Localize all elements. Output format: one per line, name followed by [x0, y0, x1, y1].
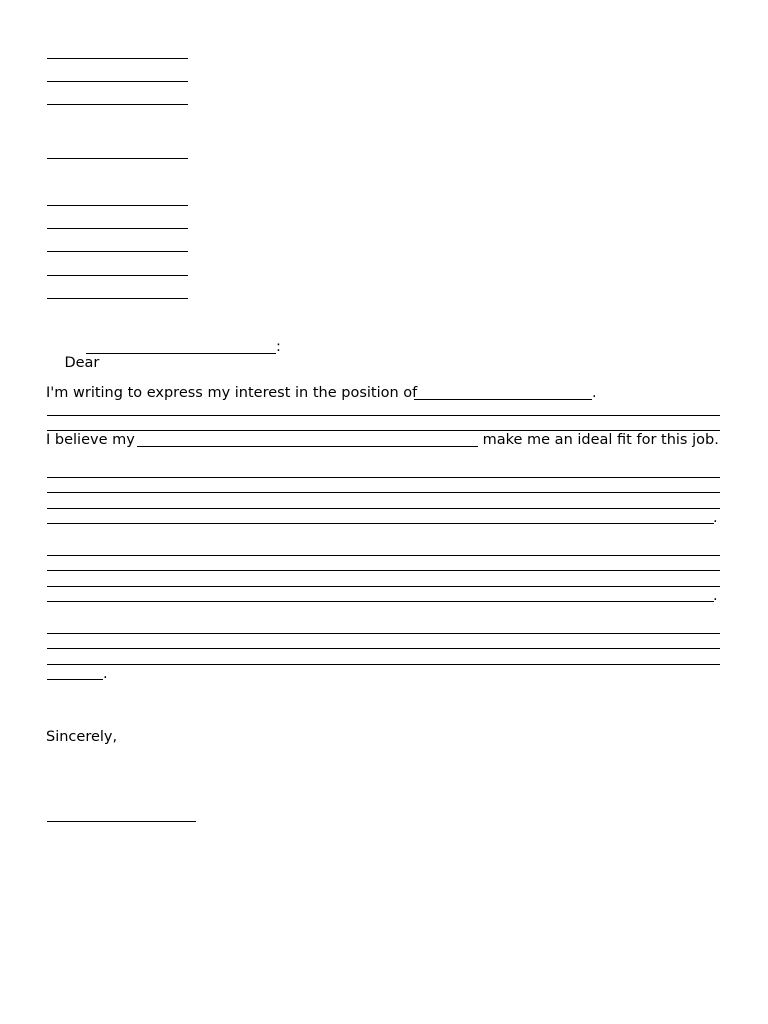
- paragraph4-line-4: [47, 679, 103, 680]
- salutation-prefix: Dear: [64, 355, 104, 371]
- recipient-line-4: [47, 275, 188, 276]
- closing: Sincerely,: [46, 729, 118, 745]
- salutation-colon: :: [276, 339, 281, 355]
- salutation: [46, 339, 104, 387]
- recipient-line-3: [47, 251, 188, 252]
- paragraph2-line-3: [47, 508, 720, 509]
- paragraph1-line-1: [47, 415, 720, 416]
- paragraph4-line-3: [47, 664, 720, 665]
- paragraph2-line-2: [47, 492, 720, 493]
- paragraph2-line-1: [47, 477, 720, 478]
- sender-line-1: [47, 58, 188, 59]
- paragraph3-period: .: [713, 588, 718, 604]
- intro-text: I'm writing to express my interest in the position of: [46, 385, 422, 401]
- recipient-line-2: [47, 228, 188, 229]
- paragraph4-line-2: [47, 648, 720, 649]
- signature-line: [47, 821, 196, 822]
- paragraph4-period: .: [103, 666, 108, 682]
- recipient-name-blank: [86, 353, 276, 354]
- paragraph3-line-3: [47, 586, 720, 587]
- recipient-line-1: [47, 205, 188, 206]
- paragraph1-line-2: [47, 430, 720, 431]
- paragraph4-line-1: [47, 633, 720, 634]
- intro-period: .: [592, 385, 597, 401]
- paragraph2-line-4: [47, 523, 714, 524]
- date-line: [47, 158, 188, 159]
- sender-line-2: [47, 81, 188, 82]
- paragraph3-line-1: [47, 555, 720, 556]
- paragraph3-line-4: [47, 601, 714, 602]
- belief-suffix: make me an ideal fit for this job.: [478, 432, 719, 448]
- recipient-line-5: [47, 298, 188, 299]
- paragraph3-line-2: [47, 570, 720, 571]
- sender-line-3: [47, 104, 188, 105]
- qualifications-blank: [137, 446, 478, 447]
- belief-prefix: I believe my: [46, 432, 140, 448]
- paragraph2-period: .: [713, 510, 718, 526]
- position-blank: [414, 399, 592, 400]
